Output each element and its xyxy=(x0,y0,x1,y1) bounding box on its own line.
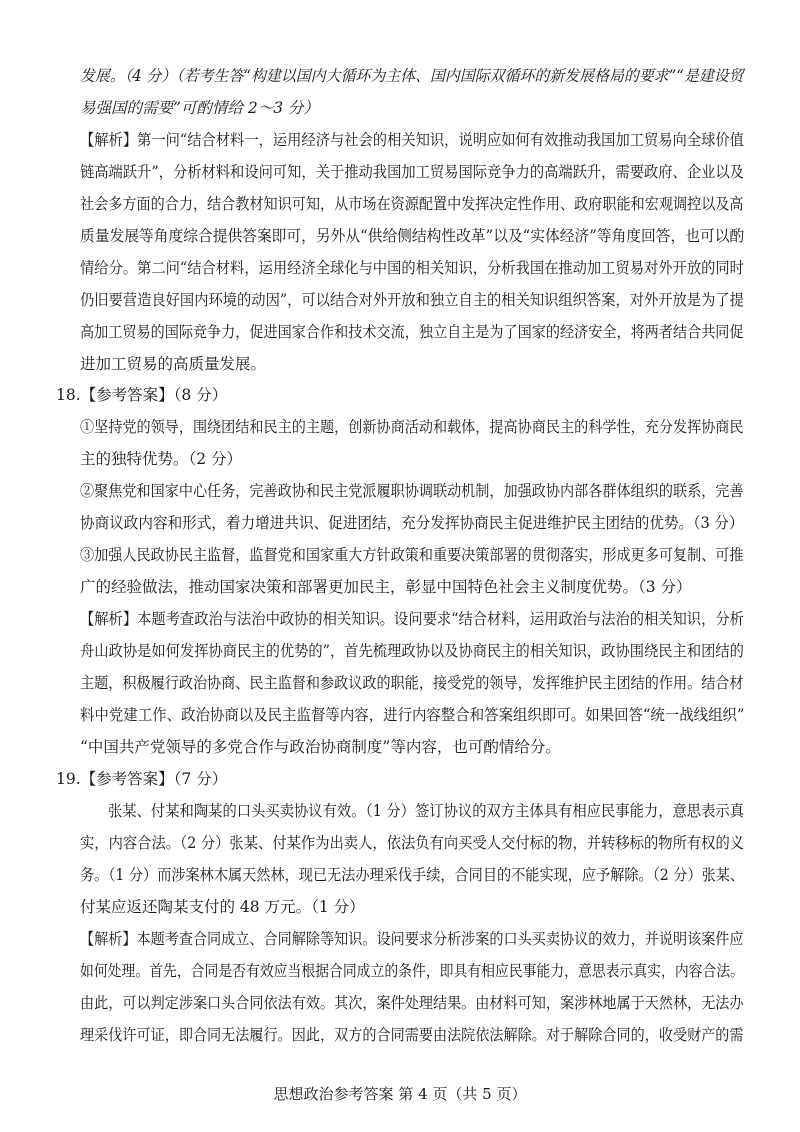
text-line: 实，内容合法。（2 分）张某、付某作为出卖人，依法负有向买受人交付标的物，并转移标的物所有权的义 xyxy=(80,834,745,852)
text-line: ②聚焦党和国家中心任务，完善政协和民主党派履职协调联动机制，加强政协内部各群体组织的联系，完善 xyxy=(80,482,744,500)
question-18-header: 18.【参考答案】（8 分） xyxy=(56,386,228,404)
text-line: 链高端跃升”，分析材料和设问可知，关于推动我国加工贸易国际竞争力的高端跃升，需要政府、企业以及 xyxy=(80,163,744,181)
text-line: 仍旧要营造良好国内环境的动因”，可以结合对外开放和独立自主的相关知识组织答案，对外开放是为了提 xyxy=(80,291,744,309)
text-line: ③加强人民政协民主监督，监督党和国家重大方针政策和重要决策部署的贯彻落实，形成更多可复制、可推 xyxy=(80,546,744,564)
text-line: 务。（1 分）而涉案林木属天然林，现已无法办理采伐手续，合同目的不能实现，应予解除。（2 分）张某、 xyxy=(80,866,745,884)
text-line: 进加工贸易的高质量发展。 xyxy=(80,355,267,373)
text-line: 如何处理。首先，合同是否有效应当根据合同成立的条件，即具有相应民事能力，意思表示真实，内容合法。 xyxy=(80,962,745,980)
text-line: 张某、付某和陶某的口头买卖协议有效。（1 分）签订协议的双方主体具有相应民事能力，意思表示真 xyxy=(108,802,745,820)
text-line: 高加工贸易的国际竞争力，促进国家合作和技术交流，独立自主是为了国家的经济安全，将两者结合共同促 xyxy=(80,323,744,341)
text-line: “中国共产党领导的多党合作与政治协商制度”等内容，也可酌情给分。 xyxy=(80,738,561,756)
text-line: 广的经验做法，推动国家决策和部署更加民主，彰显中国特色社会主义制度优势。（3 分） xyxy=(80,578,692,596)
text-line: 社会多方面的合力，结合教材知识可知，从市场在资源配置中发挥决定性作用、政府职能和宏观调控以及高 xyxy=(80,195,744,213)
text-line: 【解析】本题考查合同成立、合同解除等知识。设问要求分析涉案的口头买卖协议的效力，并说明该案件应 xyxy=(80,930,744,948)
text-line: 发展。（4 分）（若考生答“构建以国内大循环为主体、国内国际双循环的新发展格局的要求”“是建设贸 xyxy=(80,67,744,85)
text-line: 易强国的需要”可酌情给 2～3 分） xyxy=(80,99,320,117)
text-line: 理采伐许可证，即合同无法履行。因此，双方的合同需要由法院依法解除。对于解除合同的，收受财产的需 xyxy=(80,1026,744,1044)
text-line: 协商议政内容和形式，着力增进共识、促进团结，充分发挥协商民主促进维护民主团结的优势。（3 分） xyxy=(80,514,744,532)
page-footer: 思想政治参考答案 第 4 页（共 5 页） xyxy=(273,1085,527,1103)
text-line: ①坚持党的领导，围绕团结和民主的主题，创新协商活动和载体，提高协商民主的科学性，充分发挥协商民 xyxy=(80,418,744,436)
text-line: 舟山政协是如何发挥协商民主的优势的”，首先梳理政协以及协商民主的相关知识，政协围绕民主和团结的 xyxy=(80,642,744,660)
text-line: 料中党建工作、政治协商以及民主监督等内容，进行内容整合和答案组织即可。如果回答“统一战线组织” xyxy=(80,706,745,724)
text-line: 付某应返还陶某支付的 48 万元。（1 分） xyxy=(80,898,365,916)
question-19-header: 19.【参考答案】（7 分） xyxy=(56,770,228,788)
text-line: 质量发展等角度综合提供答案即可，另外从“供给侧结构性改革”以及“实体经济”等角度回答，也可以酌 xyxy=(80,227,745,245)
text-line: 情给分。第二问“结合材料，运用经济全球化与中国的相关知识，分析我国在推动加工贸易对外开放的同时 xyxy=(80,259,744,277)
text-line: 【解析】第一问“结合材料一，运用经济与社会的相关知识，说明应如何有效推动我国加工贸易向全球价值 xyxy=(80,131,744,149)
text-line: 【解析】本题考查政治与法治中政协的相关知识。设问要求“结合材料，运用政治与法治的相关知识，分析 xyxy=(80,610,744,628)
text-line: 主题，积极履行政治协商、民主监督和参政议政的职能，接受党的领导，发挥维护民主团结的作用。结合材 xyxy=(80,674,744,692)
text-line: 主的独特优势。（2 分） xyxy=(80,450,243,468)
text-line: 由此，可以判定涉案口头合同依法有效。其次，案件处理结果。由材料可知，案涉林地属于天然林，无法办 xyxy=(80,994,744,1012)
